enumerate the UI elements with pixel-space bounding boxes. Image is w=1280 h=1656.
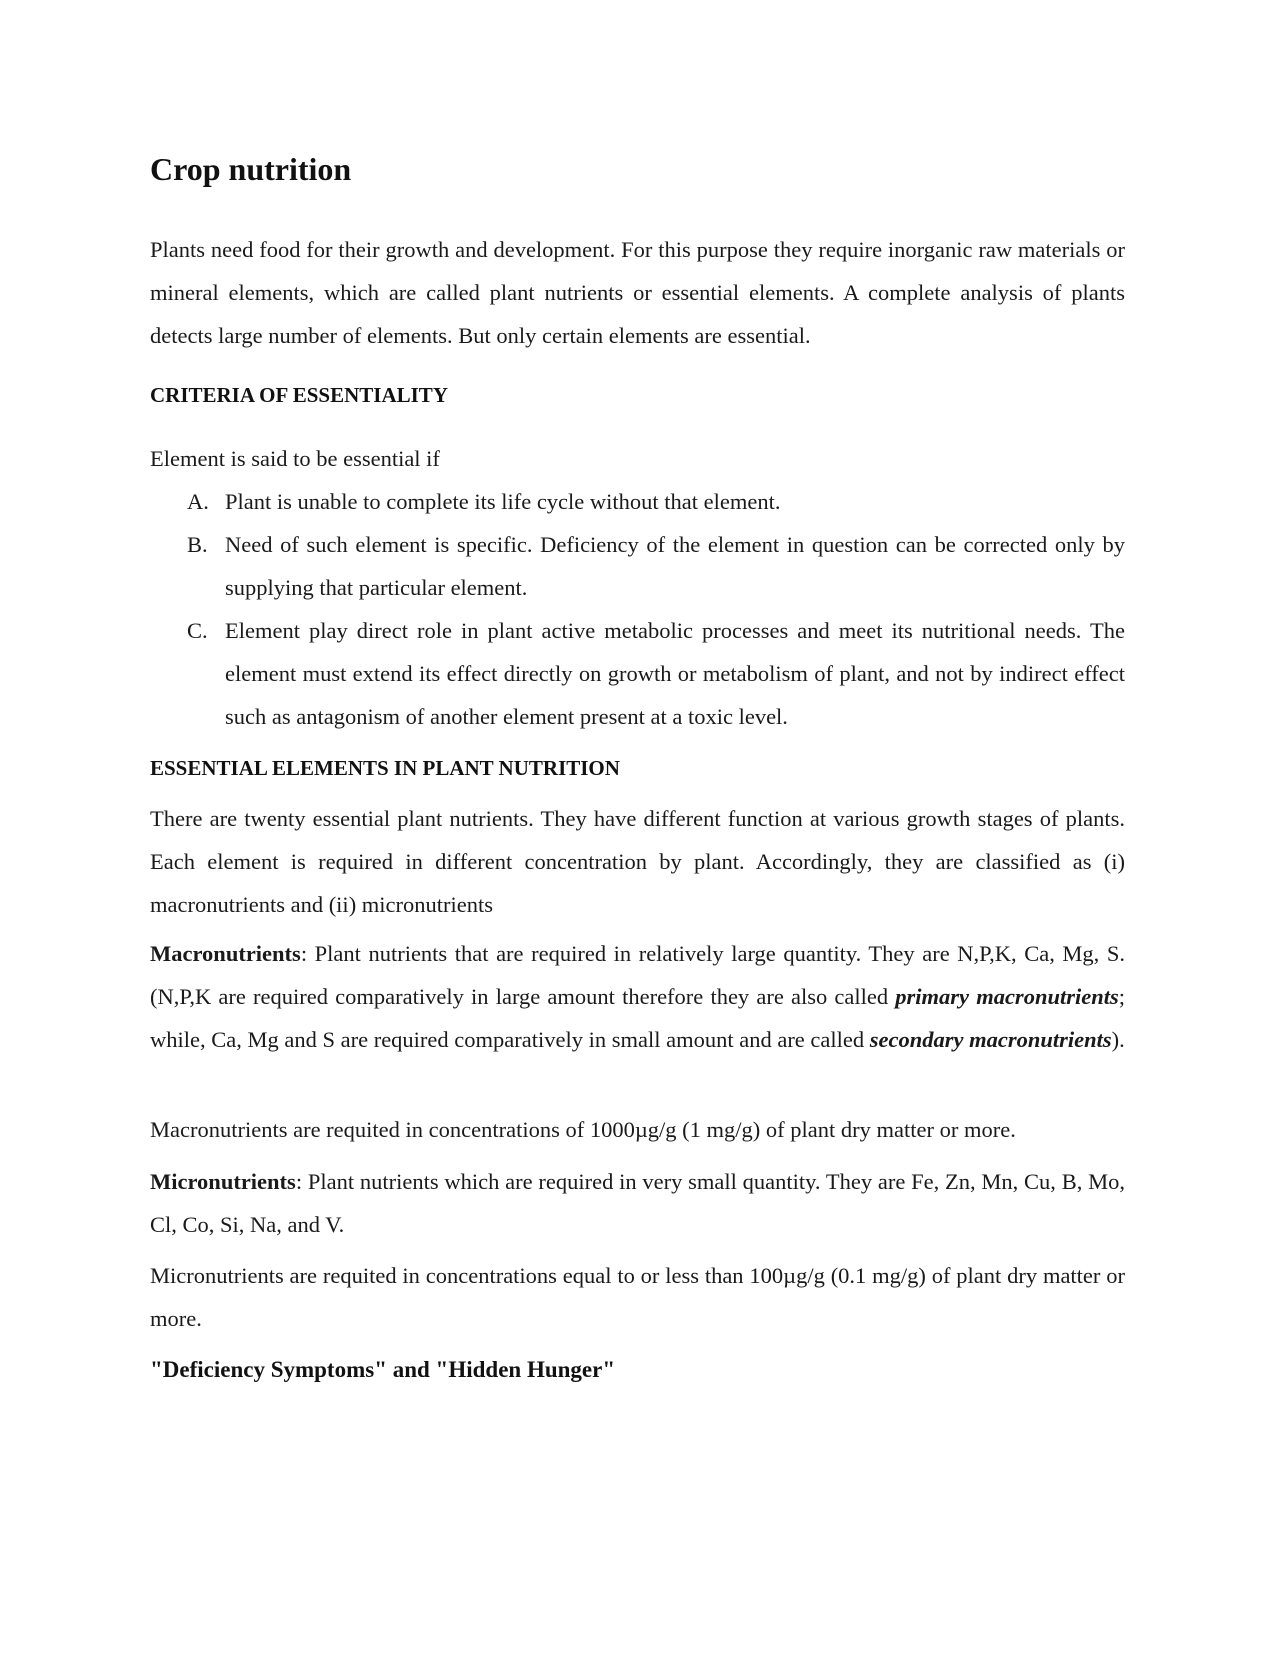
- criteria-heading: CRITERIA OF ESSENTIALITY: [150, 383, 448, 407]
- list-marker: C.: [187, 618, 208, 643]
- macronutrients-term: Macronutrients: [150, 941, 301, 966]
- page-title: Crop nutrition: [150, 151, 352, 187]
- list-item-text: Element play direct role in plant active metabolic processes and meet its nutritional needs. The element must extend its effect directly on growth or metabolism of plant, and not by indirect effect such as antagonism of another element present at a toxic level.: [225, 618, 1125, 729]
- macronutrients-text-3: ).: [1111, 1027, 1125, 1052]
- deficiency-heading: "Deficiency Symptoms" and "Hidden Hunger": [150, 1357, 616, 1382]
- list-item: [150, 523, 1125, 609]
- list-marker: B.: [187, 532, 208, 557]
- criteria-section: [150, 380, 1125, 410]
- list-item-text: Need of such element is specific. Deficiency of the element in question can be corrected only by supplying that particular element.: [225, 532, 1125, 600]
- primary-macronutrients-term: primary macronutrients: [895, 984, 1119, 1009]
- macro-concentration-block: [150, 1108, 1125, 1151]
- criteria-list-block: [150, 437, 1125, 738]
- micronutrients-term: Micronutrients: [150, 1169, 296, 1194]
- list-marker: A.: [187, 489, 209, 514]
- micronutrients-text: : Plant nutrients which are required in very small quantity. They are Fe, Zn, Mn, Cu, B, Mo, Cl, Co, Si, Na, and V.: [150, 1169, 1125, 1237]
- secondary-macronutrients-term: secondary macronutrients: [869, 1027, 1112, 1052]
- intro-paragraph: Plants need food for their growth and development. For this purpose they require inorganic raw materials or mineral elements, which are called plant nutrients or essential elements. A complete analysis of plants detects large number of elements. But only certain elements are essential.: [150, 237, 1125, 348]
- micronutrients-paragraph: [150, 1160, 1125, 1246]
- list-item: [150, 480, 1125, 523]
- essential-heading: ESSENTIAL ELEMENTS IN PLANT NUTRITION: [150, 756, 620, 780]
- criteria-lead: Element is said to be essential if: [150, 446, 440, 471]
- micronutrients-block: [150, 1160, 1125, 1246]
- essential-intro: There are twenty essential plant nutrients. They have different function at various growth stages of plants. Each element is required in different concentration by plant. Accordingly, they are classified as (i) macronutrients and (ii) micronutrients: [150, 806, 1125, 917]
- micro-concentration-block: [150, 1254, 1125, 1340]
- criteria-list: [150, 480, 1125, 738]
- macronutrients-paragraph: [150, 932, 1125, 1061]
- macronutrients-text-1: : Plant nutrients that are required in relatively large quantity. They are N,P,K, Ca, Mg, S. (N,P,K are required comparatively in large amount therefore they are also called: [150, 941, 1125, 1009]
- list-item-text: Plant is unable to complete its life cycle without that element.: [225, 489, 781, 514]
- intro-block: [150, 228, 1125, 357]
- macronutrients-block: [150, 932, 1125, 1061]
- macro-concentration: Macronutrients are requited in concentrations of 1000µg/g (1 mg/g) of plant dry matter or more.: [150, 1117, 1016, 1142]
- macronutrients-text-2: ; while, Ca, Mg and S are required comparatively in small amount and are called: [150, 984, 1126, 1052]
- deficiency-section: [150, 1348, 1125, 1391]
- list-item: [150, 609, 1125, 738]
- essential-intro-block: [150, 797, 1125, 926]
- micro-concentration: Micronutrients are requited in concentrations equal to or less than 100µg/g (0.1 mg/g) of plant dry matter or more.: [150, 1263, 1125, 1331]
- essential-section: [150, 753, 1125, 783]
